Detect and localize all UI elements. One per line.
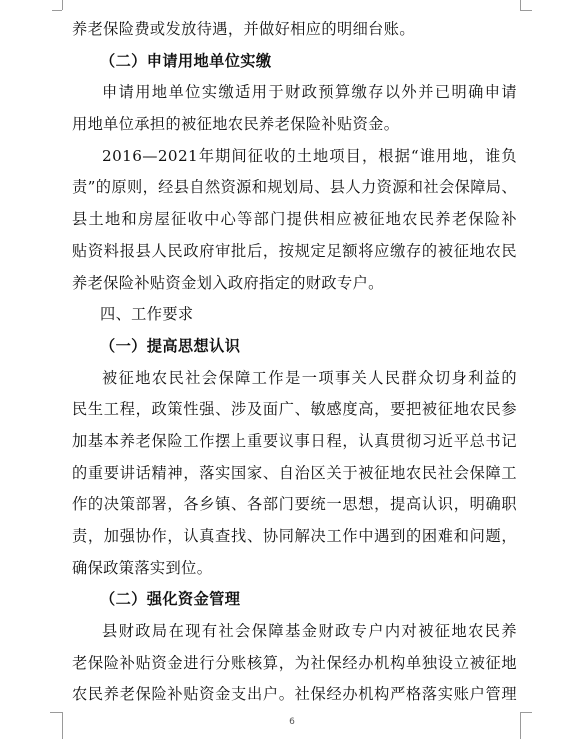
- crop-mark-bottom-right: [520, 712, 521, 739]
- crop-mark-top-left: [62, 0, 63, 10]
- paragraph-line: 县财政局在现有社会保障基金财政专户内对被征地农民养: [102, 622, 517, 641]
- paragraph-line: 养老保险补贴资金划入政府指定的财政专户。: [72, 273, 384, 292]
- crop-mark-bottom-right-horizontal: [520, 712, 532, 713]
- chapter-heading: 四、工作要求: [100, 305, 194, 324]
- paragraph-line: 作的决策部署，各乡镇、各部门要统一思想，提高认识，明确职: [72, 495, 517, 514]
- paragraph-line: 申请用地单位实缴适用于财政预算缴存以外并已明确申请: [102, 83, 517, 102]
- paragraph-line: 用地单位承担的被征地农民养老保险补贴资金。: [72, 115, 400, 134]
- paragraph-line: 民生工程，政策性强、涉及面广、敏感度高，要把被征地农民参: [72, 400, 517, 419]
- document-body: [72, 14, 517, 711]
- paragraph-line: 加基本养老保险工作摆上重要议事日程，认真贯彻习近平总书记: [72, 431, 517, 450]
- crop-mark-top-right-horizontal: [520, 10, 532, 11]
- paragraph-line: 贴资料报县人民政府审批后，按规定足额将应缴存的被征地农民: [72, 241, 517, 260]
- section-heading: （二）强化资金管理: [100, 590, 241, 609]
- crop-mark-top-right: [520, 0, 521, 10]
- paragraph-line: 县土地和房屋征收中心等部门提供相应被征地农民养老保险补: [72, 210, 517, 229]
- paragraph-line: 责，加强协作，认真查找、协同解决工作中遇到的困难和问题，: [72, 527, 517, 545]
- paragraph-line: 养老保险费或发放待遇，并做好相应的明细台账。: [72, 20, 415, 38]
- crop-mark-bottom-left: [62, 712, 63, 739]
- section-heading: （二）申请用地单位实缴: [100, 51, 272, 70]
- paragraph-line: 责”的原则，经县自然资源和规划局、县人力资源和社会保障局、: [72, 178, 517, 197]
- crop-mark-bottom-left-horizontal: [50, 712, 62, 713]
- paragraph-line: 被征地农民社会保障工作是一项事关人民群众切身利益的: [102, 368, 517, 387]
- paragraph-line: 农民养老保险补贴资金支出户。社保经办机构严格落实账户管理: [72, 685, 517, 704]
- paragraph-line: 的重要讲话精神，落实国家、自治区关于被征地农民社会保障工: [72, 463, 517, 482]
- page-number: 6: [289, 717, 295, 727]
- crop-mark-top-left-horizontal: [52, 10, 62, 11]
- paragraph-line: 确保政策落实到位。: [72, 558, 213, 577]
- paragraph-line: 2016—2021年期间征收的土地项目，根据“谁用地，谁负: [102, 146, 517, 165]
- section-heading: （一）提高思想认识: [100, 336, 241, 355]
- paragraph-line: 老保险补贴资金进行分账核算，为社保经办机构单独设立被征地: [72, 653, 517, 672]
